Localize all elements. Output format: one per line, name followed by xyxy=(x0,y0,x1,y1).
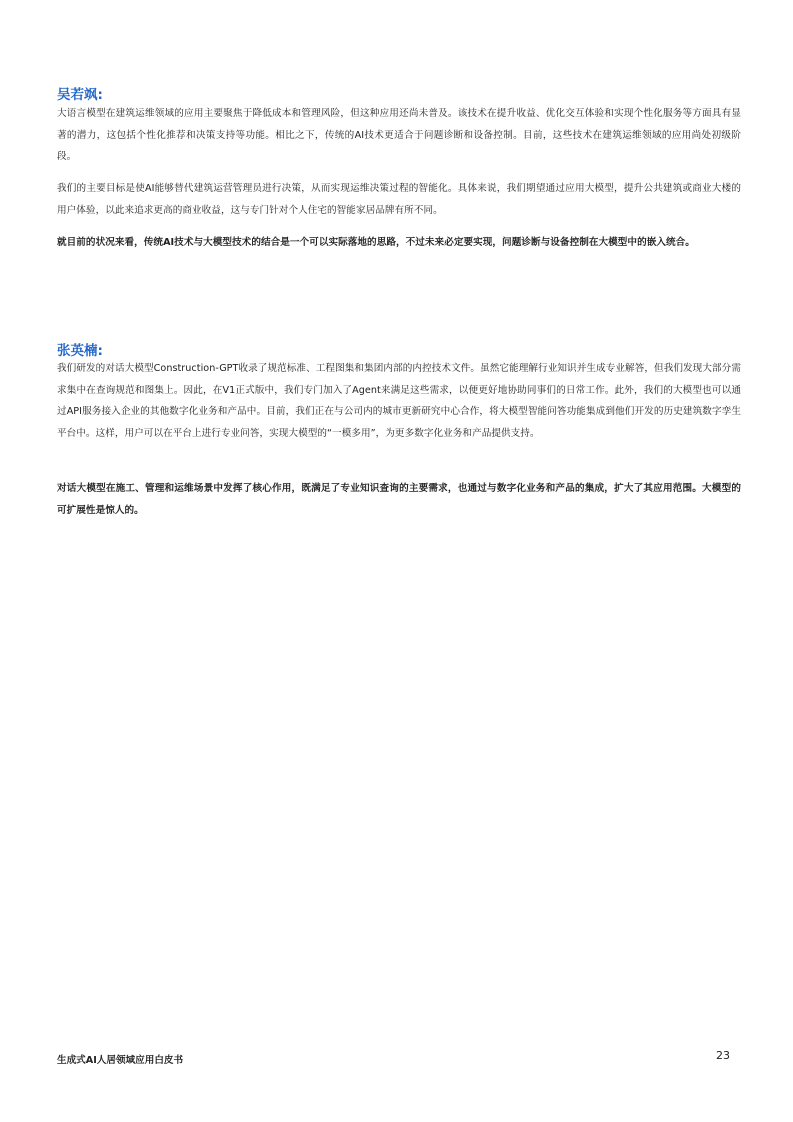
page-number: 23 xyxy=(716,1049,730,1062)
speaker-name: 张英楠: xyxy=(57,343,103,359)
paragraph: 我们研发的对话大模型Construction-GPT收录了规范标准、工程图集和集团内部的内控技术文件。虽然它能理解行业知识并生成专业解答，但我们发现大部分需求集中在查询规范和图集上。因此，在V1正式版中，我们专门加入了Agent来满足这些需求，以便更好地协助同事们的日常工作。此外，我们的大模型也可以通过API服务接入企业的其他数字化业务和产品中。目前，我们正在与公司内的城市更新研究中心合作，将大模型智能问答功能集成到他们开发的历史建筑数字孪生平台中。这样，用户可以在平台上进行专业问答，实现大模型的“一模多用”，为更多数字化业务和产品提供支持。 xyxy=(57,363,741,439)
paragraph: 我们的主要目标是使AI能够替代建筑运营管理员进行决策，从而实现运维决策过程的智能化。具体来说，我们期望通过应用大模型，提升公共建筑或商业大楼的用户体验，以此来追求更高的商业收益，这与专门针对个人住宅的智能家居品牌有所不同。 xyxy=(57,183,741,216)
paragraph: 大语言模型在建筑运维领域的应用主要聚焦于降低成本和管理风险，但这种应用还尚未普及。该技术在提升收益、优化交互体验和实现个性化服务等方面具有显著的潜力，这包括个性化推荐和决策支持等功能。相比之下，传统的AI技术更适合于问题诊断和设备控制。目前，这些技术在建筑运维领域的应用尚处初级阶段。 xyxy=(57,108,741,162)
paragraph-emphasis: 对话大模型在施工、管理和运维场景中发挥了核心作用，既满足了专业知识查询的主要需求，也通过与数字化业务和产品的集成，扩大了其应用范围。大模型的可扩展性是惊人的。 xyxy=(57,483,741,516)
paragraph-emphasis: 就目前的状况来看，传统AI技术与大模型技术的结合是一个可以实际落地的思路，不过未来必定要实现，问题诊断与设备控制在大模型中的嵌入统合。 xyxy=(57,237,695,248)
speaker-name: 吴若飒: xyxy=(57,87,103,103)
footer-document-title: 生成式AI人居领域应用白皮书 xyxy=(57,1055,184,1066)
